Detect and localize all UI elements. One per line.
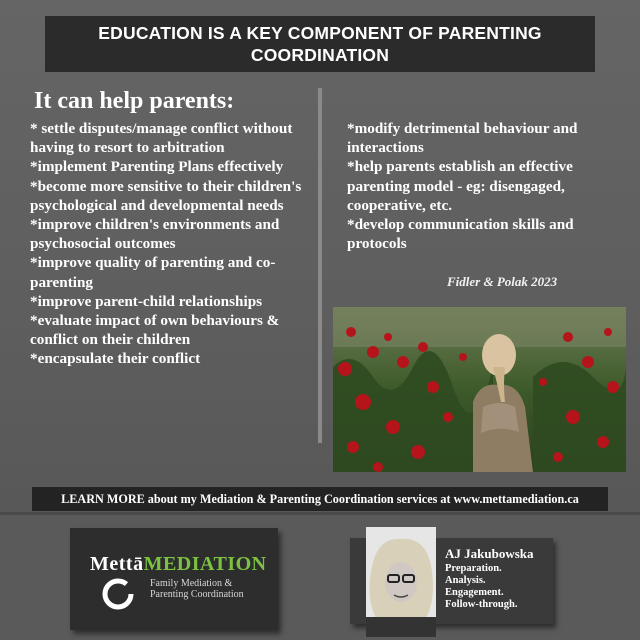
list-item: *modify detrimental behaviour and interactions (347, 120, 578, 157)
list-item: *help parents establish an effective parenting model - eg: disengaged, cooperative, etc. (347, 158, 573, 214)
profile-name: AJ Jakubowska (445, 546, 534, 561)
subheading: It can help parents: (34, 88, 235, 114)
profile-tag: Follow-through. (445, 599, 518, 610)
avatar (366, 527, 436, 637)
brand-name (90, 553, 267, 576)
benefits-list-right (347, 119, 632, 253)
list-item: *develop communication skills and protocols (347, 216, 574, 253)
brand-name-mediation: MEDIATION (143, 553, 267, 575)
logo-tagline (150, 578, 270, 600)
list-item: * settle disputes/manage conflict without having to resort to arbitration (30, 120, 293, 157)
list-item: *evaluate impact of own behaviours & conflict on their children (30, 312, 280, 349)
page-title: EDUCATION IS A KEY COMPONENT OF PARENTING COORDINATION (98, 23, 542, 65)
metta-mediation-logo (70, 528, 278, 630)
list-item: *improve children's environments and psychosocial outcomes (30, 216, 280, 253)
brand-name-metta: Mettā (90, 553, 144, 575)
child-in-poppy-field-photo (333, 307, 626, 472)
profile-tag: Engagement. (445, 587, 504, 598)
profile-tag: Preparation. (445, 563, 502, 574)
list-item: *encapsulate their conflict (30, 350, 201, 368)
list-item: *become more sensitive to their children's psychological and developmental needs (30, 177, 302, 214)
list-item: *improve quality of parenting and co-parenting (30, 254, 276, 291)
learn-more-banner[interactable] (32, 487, 608, 511)
citation: Fidler & Polak 2023 (447, 274, 558, 289)
list-item: *implement Parenting Plans effectively (30, 158, 284, 176)
profile-tag: Analysis. (445, 575, 486, 586)
benefits-list-left (30, 119, 320, 369)
column-divider (318, 88, 322, 443)
logo-ring-icon (100, 576, 136, 612)
list-item: *improve parent-child relationships (30, 292, 263, 310)
learn-more-text[interactable]: LEARN MORE about my Mediation & Parenting Coordination services at www.mettamediation.ca (61, 491, 579, 506)
logo-tagline-line2: Parenting Coordination (150, 589, 244, 600)
header-banner (45, 16, 595, 72)
logo-tagline-line1: Family Mediation & (150, 578, 233, 589)
profile-tagline-list (445, 563, 517, 611)
